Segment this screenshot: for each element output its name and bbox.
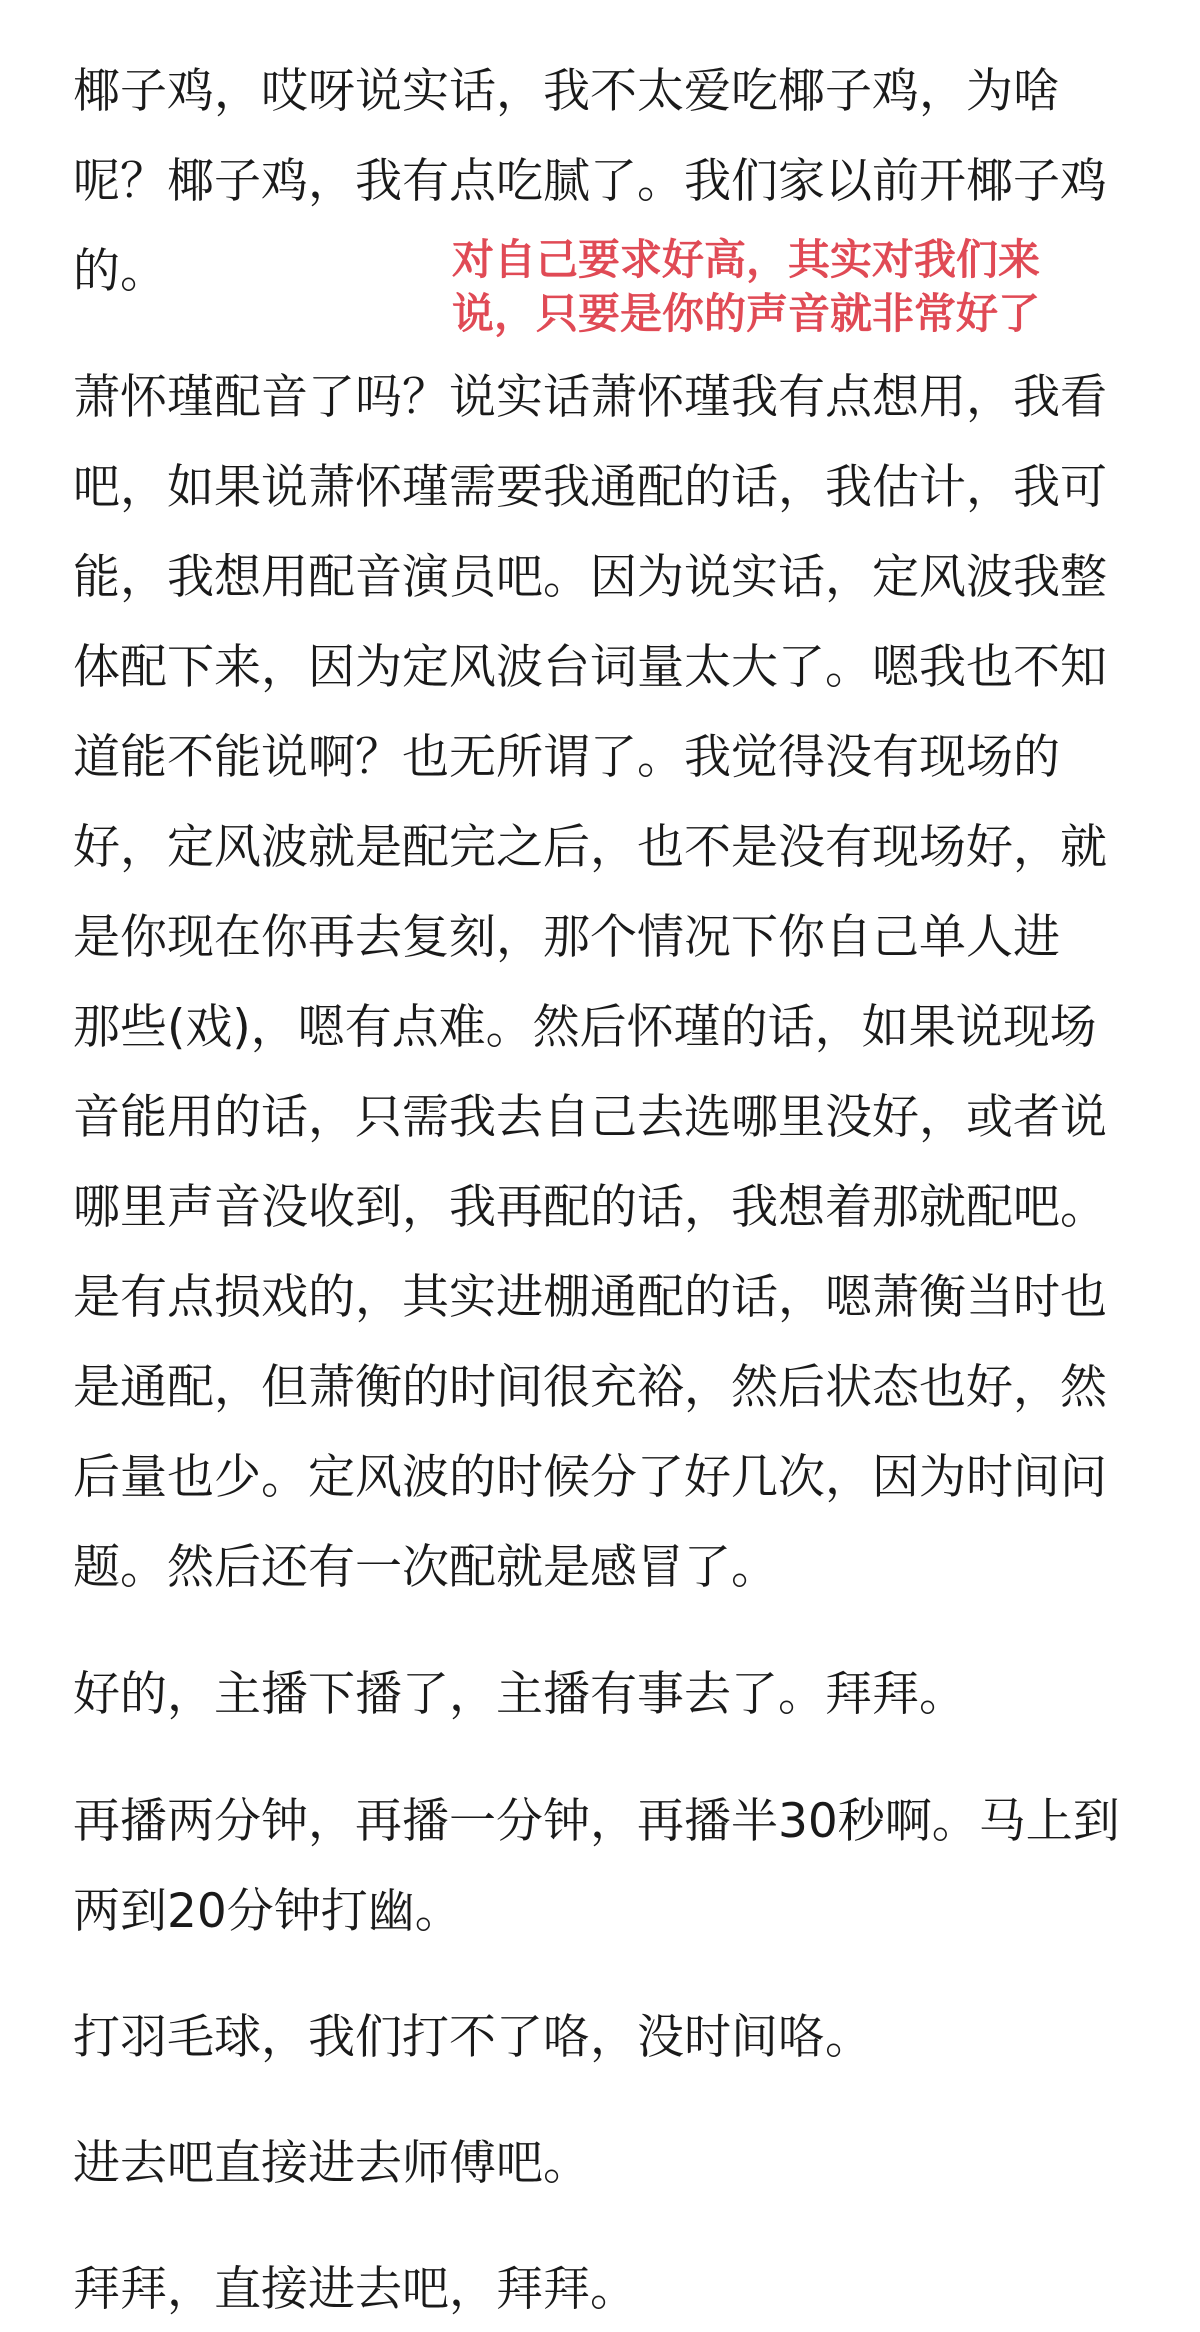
paragraph-4-line-1: 再播两分钟，再播一分钟，再播半30秒啊。马上到 xyxy=(73,1794,1120,1849)
paragraph-2-line-11: 是有点损戏的，其实进棚通配的话，嗯萧衡当时也 xyxy=(73,1270,1107,1325)
paragraph-2-line-12: 是通配，但萧衡的时间很充裕，然后状态也好，然 xyxy=(73,1360,1107,1415)
paragraph-2-line-9: 音能用的话，只需我去自己去选哪里没好，或者说 xyxy=(73,1090,1107,1145)
paragraph-7-line-1: 拜拜，直接进去吧，拜拜。 xyxy=(73,2262,637,2317)
paragraph-2-line-4: 体配下来，因为定风波台词量太大了。嗯我也不知 xyxy=(73,640,1107,695)
annotation-line-1: 对自己要求好高，其实对我们来 xyxy=(452,235,1041,284)
paragraph-2-line-13: 后量也少。定风波的时候分了好几次，因为时间问 xyxy=(73,1450,1107,1505)
paragraph-2-line-14: 题。然后还有一次配就是感冒了。 xyxy=(73,1540,778,1595)
paragraph-2-line-1: 萧怀瑾配音了吗？说实话萧怀瑾我有点想用，我看 xyxy=(73,370,1107,425)
paragraph-2-line-7: 是你现在你再去复刻，那个情况下你自己单人进 xyxy=(73,910,1060,965)
paragraph-5-line-1: 打羽毛球，我们打不了咯，没时间咯。 xyxy=(73,2010,872,2065)
paragraph-1-line-2: 呢？椰子鸡，我有点吃腻了。我们家以前开椰子鸡 xyxy=(73,154,1107,209)
paragraph-1-line-1: 椰子鸡，哎呀说实话，我不太爱吃椰子鸡，为啥 xyxy=(73,64,1060,119)
paragraph-2-line-3: 能，我想用配音演员吧。因为说实话，定风波我整 xyxy=(73,550,1107,605)
paragraph-4-line-2: 两到20分钟打幽。 xyxy=(73,1884,462,1939)
paragraph-2-line-8: 那些(戏)，嗯有点难。然后怀瑾的话，如果说现场 xyxy=(73,1000,1097,1055)
paragraph-2-line-5: 道能不能说啊？也无所谓了。我觉得没有现场的 xyxy=(73,730,1060,785)
paragraph-2-line-2: 吧，如果说萧怀瑾需要我通配的话，我估计，我可 xyxy=(73,460,1107,515)
paragraph-1-line-3: 的。 xyxy=(73,244,167,299)
annotation-line-2: 说，只要是你的声音就非常好了 xyxy=(452,289,1041,338)
paragraph-6-line-1: 进去吧直接进去师傅吧。 xyxy=(73,2136,590,2191)
paragraph-2-line-6: 好，定风波就是配完之后，也不是没有现场好，就 xyxy=(73,820,1107,875)
paragraph-3-line-1: 好的，主播下播了，主播有事去了。拜拜。 xyxy=(73,1667,966,1722)
paragraph-2-line-10: 哪里声音没收到，我再配的话，我想着那就配吧。 xyxy=(73,1180,1107,1235)
